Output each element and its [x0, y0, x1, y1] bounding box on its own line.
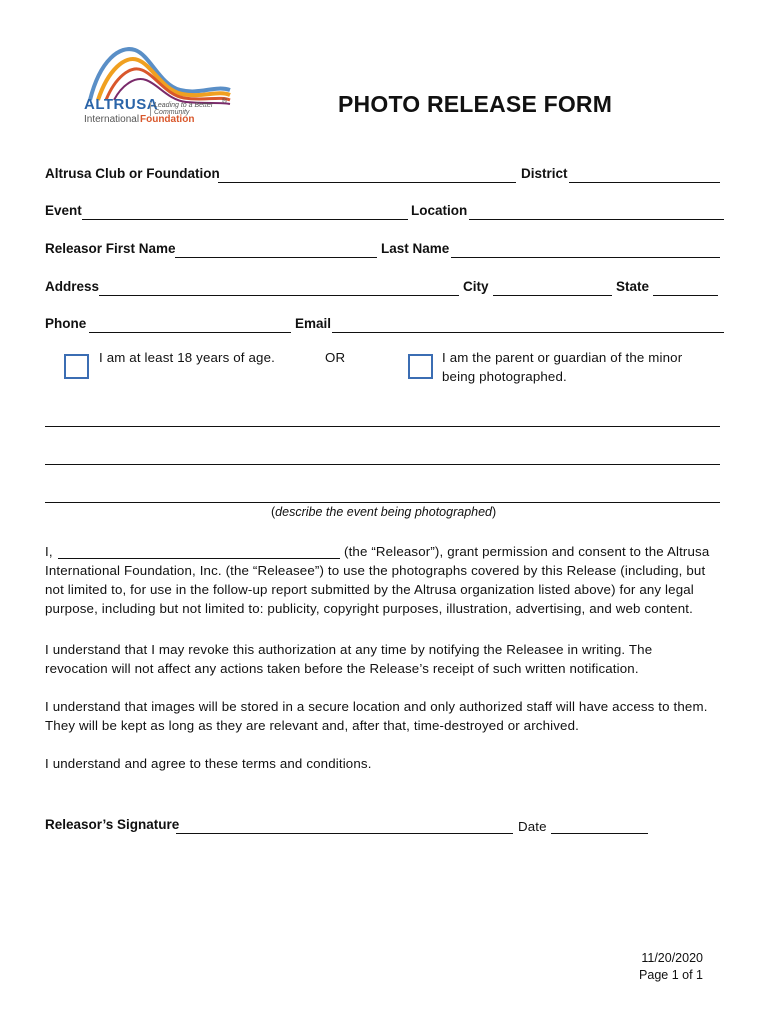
guardian-checkbox[interactable]	[408, 354, 433, 379]
date-label: Date	[518, 819, 547, 834]
signature-label: Releasor’s Signature	[45, 817, 180, 832]
first-name-label: Releasor First Name	[45, 241, 176, 256]
address-field[interactable]	[99, 295, 459, 296]
club-field[interactable]	[218, 182, 516, 183]
caption-open-paren: (	[271, 505, 276, 519]
event-label: Event	[45, 203, 82, 218]
p1-line3: not limited to, for use in the follow-up report submitted by the Altrusa organization listed above) for any legal	[45, 582, 694, 597]
first-name-field[interactable]	[175, 257, 377, 258]
logo-registered: ®	[222, 98, 228, 105]
footer-page: Page 1 of 1	[639, 968, 703, 982]
guardian-option-label-1: I am the parent or guardian of the minor	[442, 350, 683, 365]
signature-field[interactable]	[176, 833, 513, 834]
p3-line2: They will be kept as long as they are relevant and, after that, time-destroyed or archived.	[45, 718, 579, 733]
last-name-label: Last Name	[381, 241, 450, 256]
logo-name: ALTRUSA	[84, 96, 159, 113]
p2-line2: revocation will not affect any actions taken before the Release’s receipt of such written notification.	[45, 661, 639, 676]
club-label: Altrusa Club or Foundation	[45, 166, 220, 181]
describe-line-2[interactable]	[45, 464, 720, 465]
logo-tagline: Leading to a Better Community	[150, 102, 240, 116]
adult-checkbox[interactable]	[64, 354, 89, 379]
describe-caption	[271, 505, 496, 519]
phone-field[interactable]	[89, 332, 291, 333]
event-field[interactable]	[82, 219, 408, 220]
footer-date: 11/20/2020	[641, 951, 703, 965]
p1-line1-rest: (the “Releasor”), grant permission and consent to the Altrusa	[344, 544, 710, 559]
p2-line1: I understand that I may revoke this authorization at any time by notifying the Releasee in writing. The	[45, 642, 653, 657]
last-name-field[interactable]	[451, 257, 720, 258]
describe-line-3[interactable]	[45, 502, 720, 503]
state-label: State	[616, 279, 650, 294]
email-label: Email	[295, 316, 332, 331]
address-label: Address	[45, 279, 100, 294]
district-label: District	[521, 166, 568, 181]
guardian-option-label-2: being photographed.	[442, 369, 567, 384]
email-field[interactable]	[332, 332, 724, 333]
logo-foundation: Foundation	[140, 114, 195, 125]
location-label: Location	[411, 203, 468, 218]
p4: I understand and agree to these terms and conditions.	[45, 756, 372, 771]
location-field[interactable]	[469, 219, 724, 220]
caption-text: describe the event being photographed	[275, 505, 493, 519]
describe-line-1[interactable]	[45, 426, 720, 427]
releasor-name-field[interactable]	[58, 558, 340, 559]
date-field[interactable]	[551, 833, 648, 834]
p3-line1: I understand that images will be stored in a secure location and only authorized staff will have access to them.	[45, 699, 708, 714]
p1-start: I,	[45, 544, 53, 559]
caption-close-paren: )	[492, 505, 497, 519]
or-label: OR	[325, 350, 346, 365]
logo-international: International	[84, 114, 140, 125]
phone-label: Phone	[45, 316, 87, 331]
p1-line4: purpose, including but not limited to: publicity, copyright purposes, illustration, advertising, and web content.	[45, 601, 693, 616]
adult-option-label: I am at least 18 years of age.	[99, 350, 275, 365]
state-field[interactable]	[653, 295, 718, 296]
district-field[interactable]	[569, 182, 720, 183]
p1-line2: International Foundation, Inc. (the “Releasee”) to use the photographs covered by this Release (including, but	[45, 563, 706, 578]
city-field[interactable]	[493, 295, 612, 296]
page-title: PHOTO RELEASE FORM	[338, 91, 613, 117]
altrusa-logo	[80, 40, 240, 130]
city-label: City	[463, 279, 489, 294]
